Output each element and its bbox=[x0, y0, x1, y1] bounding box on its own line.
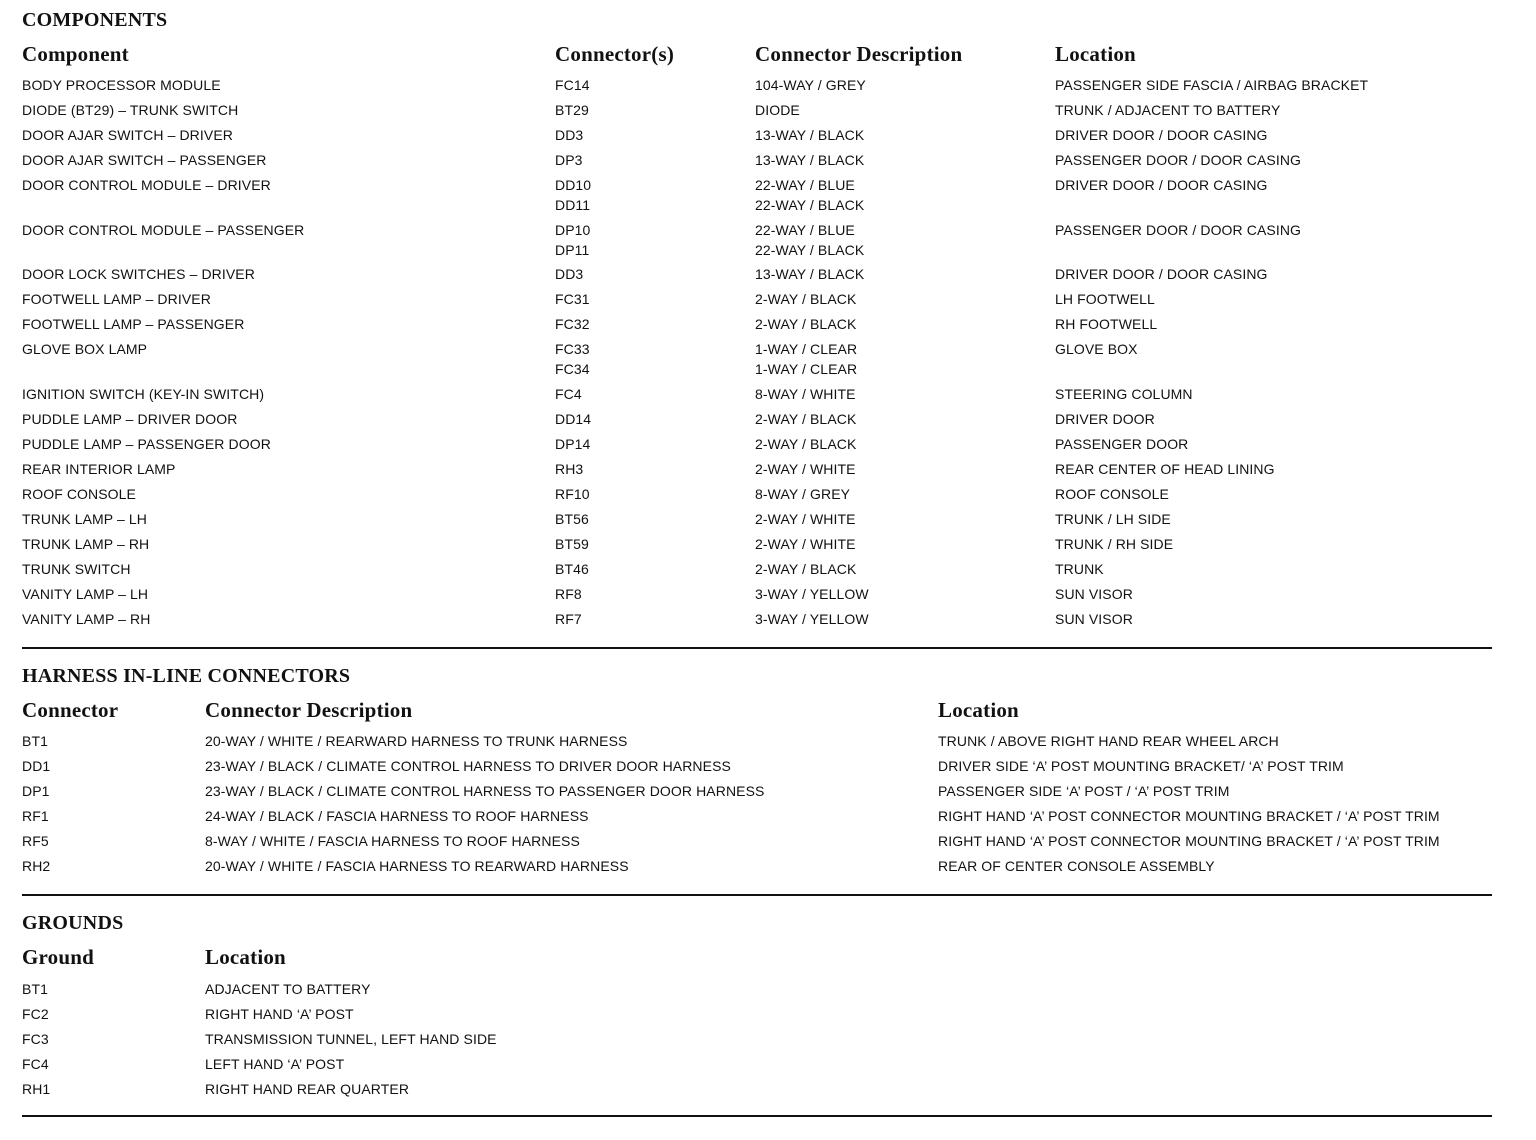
harness-connector-location: TRUNK / ABOVE RIGHT HAND REAR WHEEL ARCH bbox=[938, 733, 1279, 749]
component-name: IGNITION SWITCH (KEY-IN SWITCH) bbox=[22, 385, 265, 402]
component-name: VANITY LAMP – RH bbox=[22, 610, 151, 627]
component-location: DRIVER DOOR / DOOR CASING bbox=[1055, 177, 1268, 193]
harness-connector-description: 8-WAY / WHITE / FASCIA HARNESS TO ROOF HARNESS bbox=[205, 833, 580, 849]
ground-id: BT1 bbox=[22, 981, 48, 997]
component-name: VANITY LAMP – LH bbox=[22, 585, 149, 602]
harness-connector-description: 23-WAY / BLACK / CLIMATE CONTROL HARNESS TO PASSENGER DOOR HARNESS bbox=[205, 783, 765, 799]
connector-description: 8-WAY / GREY bbox=[755, 485, 851, 502]
harness-connector-id: BT1 bbox=[22, 733, 48, 749]
connector-id: RF10 bbox=[555, 485, 590, 502]
connector-id: BT56 bbox=[555, 510, 589, 527]
component-name: PUDDLE LAMP – PASSENGER DOOR bbox=[22, 435, 271, 452]
component-location: DRIVER DOOR / DOOR CASING bbox=[1055, 127, 1268, 143]
connector-description: 2-WAY / BLACK bbox=[755, 560, 857, 577]
connector-id: BT46 bbox=[555, 560, 589, 577]
connector-description: 2-WAY / WHITE bbox=[755, 510, 856, 527]
connector-description: 22-WAY / BLUE bbox=[755, 221, 855, 238]
connector-description: 2-WAY / BLACK bbox=[755, 291, 857, 307]
component-location: GLOVE BOX bbox=[1055, 341, 1138, 357]
components-header-connectors: Connector(s) bbox=[555, 42, 675, 66]
component-name: FOOTWELL LAMP – PASSENGER bbox=[22, 316, 245, 332]
component-name: DOOR AJAR SWITCH – PASSENGER bbox=[22, 152, 267, 168]
component-location: PASSENGER DOOR / DOOR CASING bbox=[1055, 221, 1302, 238]
component-location: REAR CENTER OF HEAD LINING bbox=[1055, 460, 1275, 477]
harness-connector-description: 24-WAY / BLACK / FASCIA HARNESS TO ROOF HARNESS bbox=[205, 808, 589, 824]
component-name: TRUNK LAMP – LH bbox=[22, 510, 147, 527]
component-name: BODY PROCESSOR MODULE bbox=[22, 77, 221, 93]
connector-id: DD3 bbox=[555, 127, 584, 143]
connector-description: 1-WAY / CLEAR bbox=[755, 341, 858, 357]
ground-location: RIGHT HAND ‘A’ POST bbox=[205, 1006, 354, 1022]
ground-id: FC3 bbox=[22, 1031, 49, 1047]
component-name: ROOF CONSOLE bbox=[22, 485, 136, 502]
connector-id: RF8 bbox=[555, 585, 582, 602]
component-name: DIODE (BT29) – TRUNK SWITCH bbox=[22, 102, 239, 118]
connector-id: FC32 bbox=[555, 316, 590, 332]
harness-connector-location: PASSENGER SIDE ‘A’ POST / ‘A’ POST TRIM bbox=[938, 783, 1230, 799]
ground-location: LEFT HAND ‘A’ POST bbox=[205, 1056, 345, 1072]
connector-id: RH3 bbox=[555, 460, 584, 477]
harness-connector-id: DD1 bbox=[22, 758, 51, 774]
harness-header-location: Location bbox=[938, 698, 1019, 722]
harness-header-description: Connector Description bbox=[205, 698, 413, 722]
grounds-header-ground: Ground bbox=[22, 945, 95, 969]
connector-description: 22-WAY / BLACK bbox=[755, 197, 865, 213]
harness-header-connector: Connector bbox=[22, 698, 119, 722]
component-location: RH FOOTWELL bbox=[1055, 316, 1158, 332]
connector-description: 2-WAY / WHITE bbox=[755, 460, 856, 477]
component-name: TRUNK LAMP – RH bbox=[22, 535, 150, 552]
component-name: DOOR AJAR SWITCH – DRIVER bbox=[22, 127, 233, 143]
component-name: FOOTWELL LAMP – DRIVER bbox=[22, 291, 211, 307]
connector-description: 13-WAY / BLACK bbox=[755, 152, 865, 168]
connector-id: DP10 bbox=[555, 221, 591, 238]
connector-id: FC33 bbox=[555, 341, 590, 357]
component-location: TRUNK / ADJACENT TO BATTERY bbox=[1055, 102, 1281, 118]
component-location: LH FOOTWELL bbox=[1055, 291, 1155, 307]
connector-id: DD10 bbox=[555, 177, 592, 193]
connector-id: FC14 bbox=[555, 77, 590, 93]
component-location: SUN VISOR bbox=[1055, 610, 1133, 627]
component-location: TRUNK / LH SIDE bbox=[1055, 510, 1171, 527]
harness-connector-id: RF1 bbox=[22, 808, 49, 824]
connector-id: BT29 bbox=[555, 102, 589, 118]
component-location: SUN VISOR bbox=[1055, 585, 1133, 602]
harness-connector-location: DRIVER SIDE ‘A’ POST MOUNTING BRACKET/ ‘A’ POST TRIM bbox=[938, 758, 1344, 774]
ground-location: ADJACENT TO BATTERY bbox=[205, 981, 371, 997]
connector-description: 2-WAY / BLACK bbox=[755, 316, 857, 332]
harness-connector-id: DP1 bbox=[22, 783, 50, 799]
component-location: PASSENGER DOOR / DOOR CASING bbox=[1055, 152, 1302, 168]
component-name: DOOR CONTROL MODULE – DRIVER bbox=[22, 177, 271, 193]
section-divider bbox=[22, 1115, 1492, 1117]
connector-description: 1-WAY / CLEAR bbox=[755, 361, 858, 377]
ground-id: FC4 bbox=[22, 1056, 49, 1072]
connector-id: DD3 bbox=[555, 266, 584, 282]
ground-location: RIGHT HAND REAR QUARTER bbox=[205, 1081, 410, 1097]
harness-connector-location: RIGHT HAND ‘A’ POST CONNECTOR MOUNTING BRACKET / ‘A’ POST TRIM bbox=[938, 808, 1440, 824]
connector-id: BT59 bbox=[555, 535, 589, 552]
connector-id: FC34 bbox=[555, 361, 590, 377]
connector-description: 2-WAY / WHITE bbox=[755, 535, 856, 552]
connector-description: 13-WAY / BLACK bbox=[755, 266, 865, 282]
component-location: TRUNK bbox=[1055, 560, 1104, 577]
connector-id: FC31 bbox=[555, 291, 590, 307]
component-location: PASSENGER SIDE FASCIA / AIRBAG BRACKET bbox=[1055, 77, 1369, 93]
connector-id: DP14 bbox=[555, 435, 591, 452]
connector-id: DP11 bbox=[555, 241, 590, 258]
harness-connector-location: RIGHT HAND ‘A’ POST CONNECTOR MOUNTING BRACKET / ‘A’ POST TRIM bbox=[938, 833, 1440, 849]
connector-id: DP3 bbox=[555, 152, 583, 168]
components-section-title: COMPONENTS bbox=[22, 9, 168, 31]
harness-connector-id: RF5 bbox=[22, 833, 49, 849]
ground-id: FC2 bbox=[22, 1006, 49, 1022]
component-name: TRUNK SWITCH bbox=[22, 560, 131, 577]
harness-connector-description: 23-WAY / BLACK / CLIMATE CONTROL HARNESS TO DRIVER DOOR HARNESS bbox=[205, 758, 731, 774]
component-location: STEERING COLUMN bbox=[1055, 385, 1193, 402]
component-name: DOOR CONTROL MODULE – PASSENGER bbox=[22, 221, 305, 238]
connector-description: DIODE bbox=[755, 102, 800, 118]
component-location: TRUNK / RH SIDE bbox=[1055, 535, 1174, 552]
connector-description: 2-WAY / BLACK bbox=[755, 410, 857, 427]
connector-description: 104-WAY / GREY bbox=[755, 77, 866, 93]
connector-description: 22-WAY / BLUE bbox=[755, 177, 855, 193]
connector-description: 13-WAY / BLACK bbox=[755, 127, 865, 143]
connector-id: DD11 bbox=[555, 197, 591, 213]
harness-connector-id: RH2 bbox=[22, 858, 51, 874]
component-name: DOOR LOCK SWITCHES – DRIVER bbox=[22, 266, 255, 282]
ground-location: TRANSMISSION TUNNEL, LEFT HAND SIDE bbox=[205, 1031, 497, 1047]
component-location: DRIVER DOOR bbox=[1055, 410, 1155, 427]
connector-description: 3-WAY / YELLOW bbox=[755, 610, 869, 627]
component-location: DRIVER DOOR / DOOR CASING bbox=[1055, 266, 1268, 282]
connector-id: DD14 bbox=[555, 410, 592, 427]
ground-id: RH1 bbox=[22, 1081, 51, 1097]
connector-description: 3-WAY / YELLOW bbox=[755, 585, 869, 602]
components-header-component: Component bbox=[22, 42, 129, 66]
component-name: PUDDLE LAMP – DRIVER DOOR bbox=[22, 410, 238, 427]
harness-connector-description: 20-WAY / WHITE / REARWARD HARNESS TO TRUNK HARNESS bbox=[205, 733, 628, 749]
connector-id: FC4 bbox=[555, 385, 582, 402]
section-divider bbox=[22, 647, 1492, 649]
connector-id: RF7 bbox=[555, 610, 582, 627]
components-header-description: Connector Description bbox=[755, 42, 963, 66]
component-name: REAR INTERIOR LAMP bbox=[22, 460, 176, 477]
connector-description: 8-WAY / WHITE bbox=[755, 385, 856, 402]
grounds-header-location: Location bbox=[205, 945, 286, 969]
component-location: PASSENGER DOOR bbox=[1055, 435, 1189, 452]
harness-connector-description: 20-WAY / WHITE / FASCIA HARNESS TO REARWARD HARNESS bbox=[205, 858, 629, 874]
section-divider bbox=[22, 894, 1492, 896]
components-header-location: Location bbox=[1055, 42, 1136, 66]
component-location: ROOF CONSOLE bbox=[1055, 485, 1169, 502]
connector-description: 2-WAY / BLACK bbox=[755, 435, 857, 452]
component-name: GLOVE BOX LAMP bbox=[22, 341, 148, 357]
grounds-section-title: GROUNDS bbox=[22, 912, 124, 934]
harness-connector-location: REAR OF CENTER CONSOLE ASSEMBLY bbox=[938, 858, 1215, 874]
harness-section-title: HARNESS IN-LINE CONNECTORS bbox=[22, 665, 351, 687]
connector-description: 22-WAY / BLACK bbox=[755, 241, 865, 258]
